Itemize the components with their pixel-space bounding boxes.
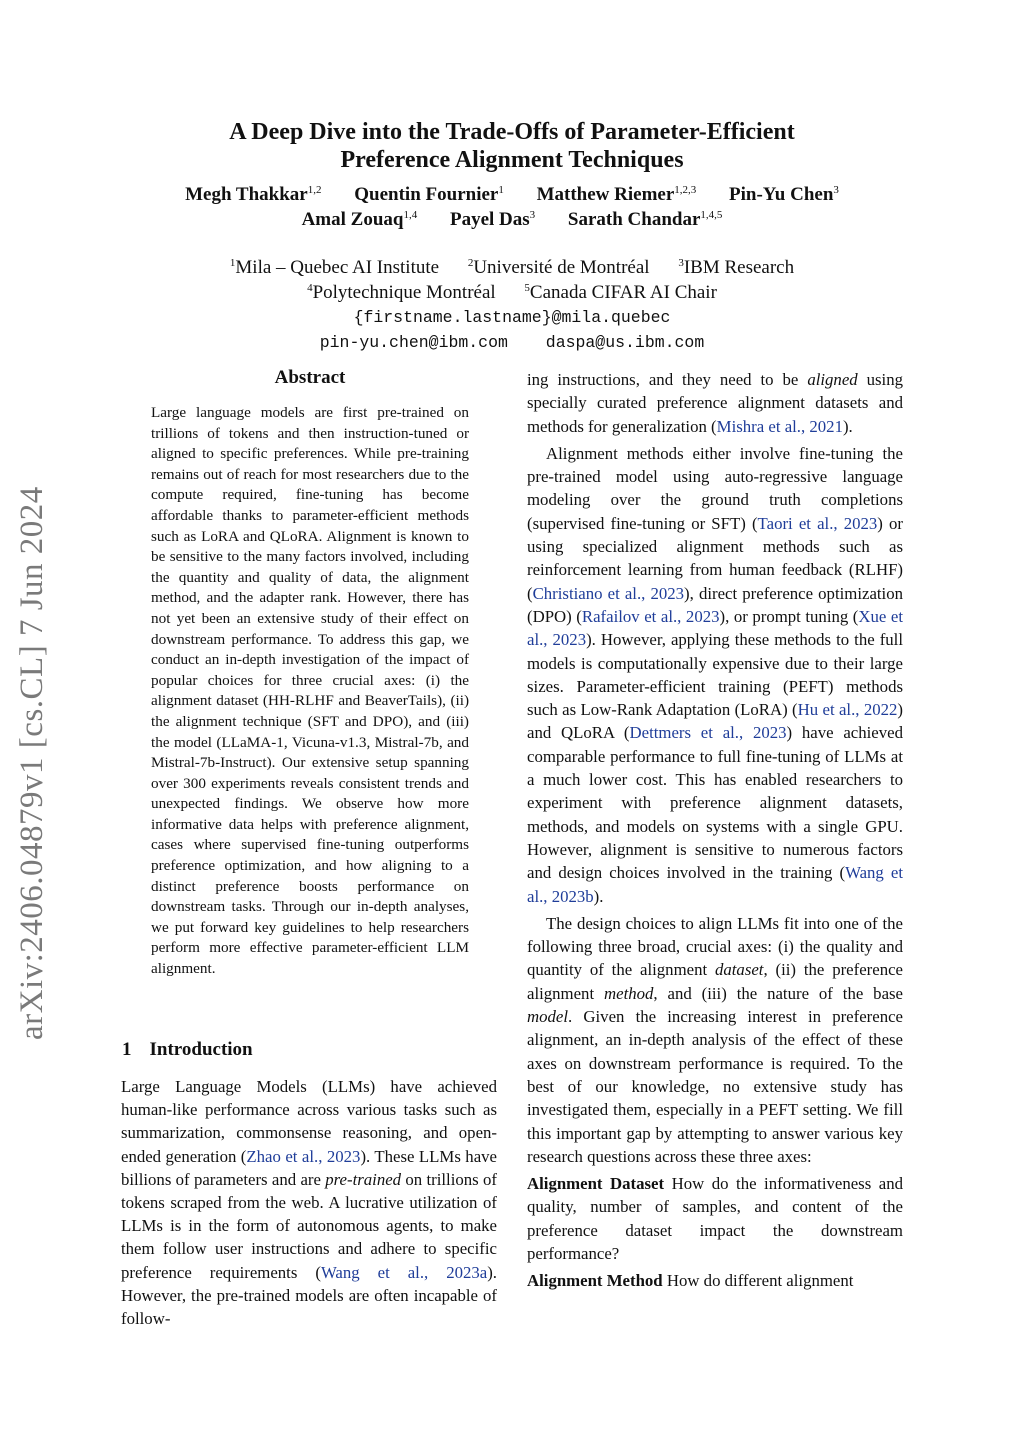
section-title: Introduction [149,1039,253,1060]
paper-title [0,118,1024,174]
intro-left-column [121,1075,497,1330]
citation-link[interactable]: Xue et al., 2023 [527,606,904,650]
email-ibm-chen[interactable]: pin-yu.chen@ibm.com [319,333,508,352]
intro-paragraph-3: The design choices to align LLMs fit into one of the following three broad, crucial axes: (i) the quality and quantity of the alignment dataset, (ii) the preference alignment method, and (iii) the nature of the base model. Given the increasing interest in preference alignment, an in-depth analysis of the effect of these axes on downstream performance is required. To the best of our knowledge, no extensive study has investigated them, especially in a PEFT setting. We fill this important gap by attempting to answer various key research questions across these three axes: [527,913,904,1166]
affiliations [0,255,1024,355]
author-list [0,182,1024,232]
right-column [527,368,903,1293]
affiliations-row-1 [0,255,1024,280]
citation-link[interactable]: Dettmers et al., 2023 [629,723,787,743]
authors-row-2 [0,207,1024,232]
affiliation: $^4$Polytechnique Montréal [307,282,496,303]
affiliation: $^1$Mila – Quebec AI Institute [229,257,440,278]
intro-paragraph-1-cont: ing instructions, and they need to be aligned using specially curated preference alignment datasets and methods for generalization (Mishra et al., 2021). [527,370,903,436]
email-mila[interactable]: {firstname.lastname}@mila.quebec [353,308,671,327]
title-line-1: A Deep Dive into the Trade-Offs of Parameter-Efficient [229,119,795,145]
citation-link[interactable]: Mishra et al., 2021 [716,416,843,436]
citation-link[interactable]: Christiano et al., 2023 [532,583,685,603]
intro-paragraph-1: Large Language Models (LLMs) have achieved human-like performance across various tasks such as summarization, commonsense reasoning, and open-ended generation (Zhao et al., 2023). These LLMs have billions of parameters and are pre-trained on trillions of tokens scraped from the web. A lucrative utilization of LLMs is in the form of autonomous agents, to make them follow user instructions and adhere to specific preference requirements (Wang et al., 2023a). However, the pre-trained models are often incapable of follow- [121,1077,498,1329]
abstract-heading: Abstract [274,367,346,388]
abstract-body: Large language models are first pre-trained on trillions of tokens and then instruction-tuned or aligned to specific preferences. While pre-training remains out of reach for most researchers due to the compute required, fine-tuning has become affordable thanks to parameter-efficient methods such as LoRA and QLoRA. Alignment is known to be sensitive to the many factors involved, including the quantity and quality of data, the alignment method, and the adapter rank. However, there has not yet been an extensive study of their effect on downstream performance. To address this gap, we conduct an in-depth investigation of the impact of popular choices for three crucial axes: (i) the alignment dataset (HH-RLHF and BeaverTails), (ii) the alignment technique (SFT and DPO), and (iii) the model (LLaMA-1, Vicuna-v1.3, Mistral-7b, and Mistral-7b-Instruct). Our extensive setup spanning over 300 experiments reveals consistent trends and unexpected findings. We observe how more informative data helps with preference alignment, cases where supervised fine-tuning outperforms preference optimization, and how aligning to a distinct preference boosts performance on downstream tasks. Through our in-depth analyses, we put forward key guidelines to help researchers perform more effective parameter-efficient LLM alignment. [151,404,469,978]
research-question-method: Alignment Method How do different alignment [527,1271,854,1291]
affiliation: $^2$Université de Montréal [467,257,650,278]
intro-paragraph-2: Alignment methods either involve fine-tuning the pre-trained model using auto-regressive language modeling over the ground truth completions (supervised fine-tuning or SFT) (Taori et al., 2023) or using specialized alignment methods such as reinforcement learning from human feedback (RLHF) (Christiano et al., 2023), direct preference optimization (DPO) (Rafailov et al., 2023), or prompt tuning (Xue et al., 2023). However, applying these methods to the full models is computationally expensive due to their large sizes. Parameter-efficient training (PEFT) methods such as Low-Rank Adaptation (LoRA) (Hu et al., 2022) and QLoRA (Dettmers et al., 2023) have achieved comparable performance to full fine-tuning of LLMs at a much lower cost. This has enabled researchers to experiment with preference alignment datasets, methods, and models on systems with a single GPU. However, alignment is sensitive to numerous factors and design choices involved in the training (Wang et al., 2023b). [527,443,904,906]
author: Sarath Chandar$^{1,4,5}$ [567,209,723,230]
citation-link[interactable]: Taori et al., 2023 [757,513,878,533]
title-line-2: Preference Alignment Techniques [340,147,684,173]
affiliation: $^3$IBM Research [678,257,795,278]
author: Matthew Riemer$^{1,2,3}$ [536,184,697,205]
citation-link[interactable]: Wang et al., 2023b [527,863,904,906]
affiliations-row-2 [0,280,1024,305]
research-question-dataset: Alignment Dataset How do the informativeness and quality, number of samples, and content of the preference dataset impact the downstream performance? [527,1174,903,1263]
citation-link[interactable]: Hu et al., 2022 [797,700,898,720]
author: Payel Das$^3$ [449,209,536,230]
section-number: 1 [122,1039,132,1060]
section-heading-introduction [122,1039,253,1061]
author: Amal Zouaq$^{1,4}$ [301,209,418,230]
email-row [0,330,1024,355]
author: Quentin Fournier$^1$ [354,184,504,205]
arxiv-identifier: arXiv:2406.04879v1 [cs.CL] 7 Jun 2024 [14,486,50,1040]
author: Megh Thakkar$^{1,2}$ [185,184,322,205]
author: Pin-Yu Chen$^3$ [729,184,839,205]
citation-link[interactable]: Rafailov et al., 2023 [581,606,720,626]
citation-link[interactable]: Wang et al., 2023a [320,1262,488,1282]
affiliation: $^5$Canada CIFAR AI Chair [524,282,717,303]
citation-link[interactable]: Zhao et al., 2023 [246,1146,361,1166]
authors-row-1 [0,182,1024,207]
email-ibm-das[interactable]: daspa@us.ibm.com [545,333,705,352]
